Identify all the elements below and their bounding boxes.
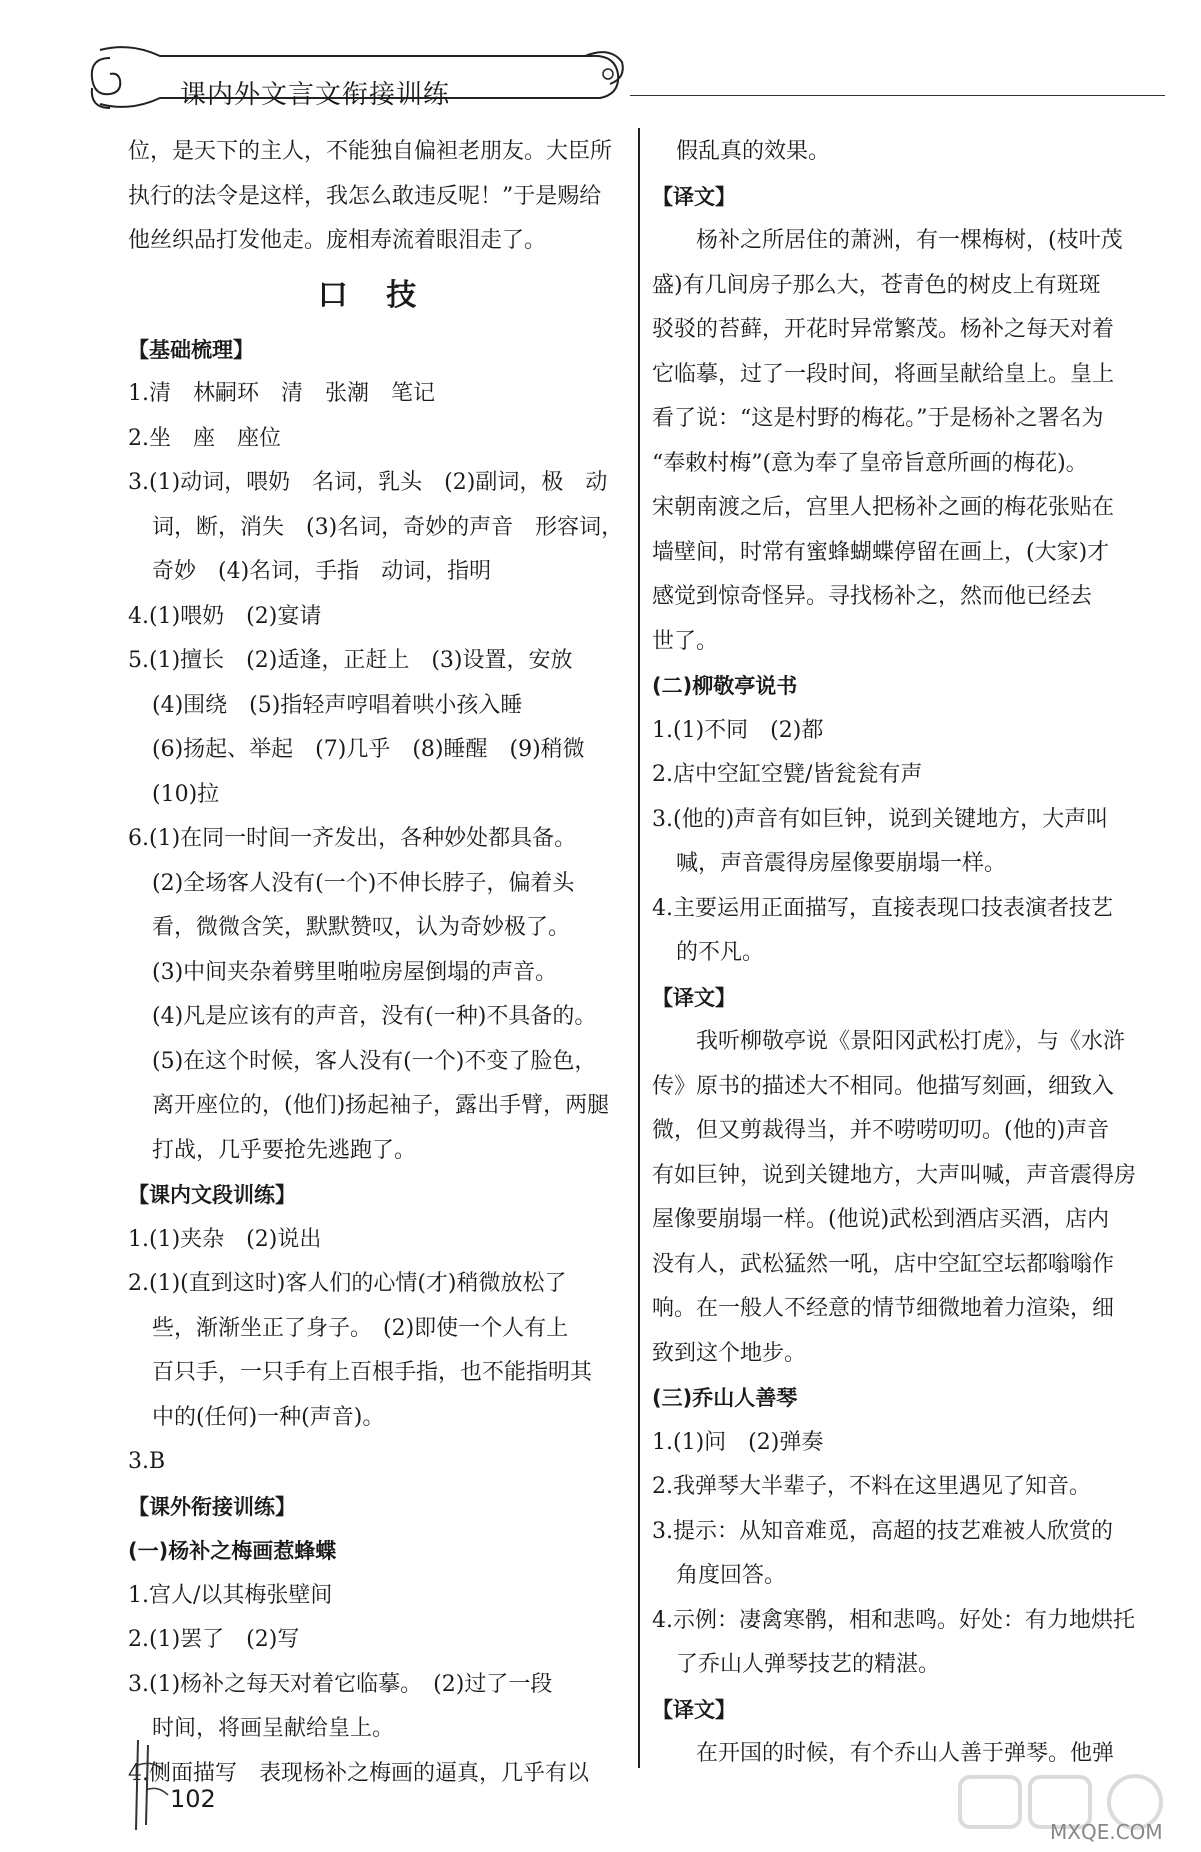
text-line: 假乱真的效果。 — [676, 139, 831, 164]
text-line: (6)扬起、举起 (7)几乎 (8)睡醒 (9)稍微 — [152, 737, 585, 762]
text-line: 4.(1)喂奶 (2)宴请 — [128, 603, 322, 629]
text-line: 词，断，消失 (3)名词，奇妙的声音 形容词， — [152, 514, 624, 540]
lesson-title: 口 技 — [317, 277, 431, 313]
text-line: (4)围绕 (5)指轻声哼唱着哄小孩入睡 — [152, 692, 523, 718]
text-line: 宋朝南渡之后，宫里人把杨补之画的梅花张贴在 — [652, 495, 1115, 520]
bamboo-decoration-icon — [118, 1735, 178, 1835]
text-line: 2.(1)(直到这时)客人们的心情(才)稍微放松了 — [128, 1271, 567, 1296]
text-line: 致到这个地步。 — [652, 1340, 807, 1366]
column-divider — [638, 128, 640, 1768]
text-line: 奇妙 (4)名词，手指 动词，指明 — [152, 559, 492, 584]
text-line: 我听柳敬亭说《景阳冈武松打虎》，与《水浒 — [696, 1029, 1126, 1054]
text-line: (5)在这个时候，客人没有(一个)不变了脸色， — [152, 1048, 597, 1074]
text-line: 响。在一般人不经意的情节细微地着力渲染，细 — [652, 1296, 1115, 1321]
text-line: 它临摹，过了一段时间，将画呈献给皇上。皇上 — [652, 361, 1115, 387]
text-line: 4.主要运用正面描写，直接表现口技表演者技艺 — [652, 895, 1113, 921]
text-line: 世了。 — [652, 628, 719, 654]
text-line: 2.(1)罢了 (2)写 — [128, 1627, 300, 1652]
text-line: 3.提示：从知音难觅，高超的技艺难被人欣赏的 — [652, 1518, 1113, 1544]
text-line: 墙壁间，时常有蜜蜂蝴蝶停留在画上，(大家)才 — [652, 539, 1110, 565]
text-line: 些，渐渐坐正了身子。 (2)即使一个人有上 — [152, 1315, 569, 1341]
text-line: 了乔山人弹琴技艺的精湛。 — [676, 1652, 941, 1677]
text-line: 3.B — [128, 1449, 166, 1474]
section-heading: (一)杨补之梅画惹蜂蝶 — [128, 1539, 337, 1563]
text-line: 在开国的时候，有个乔山人善于弹琴。他弹 — [696, 1741, 1115, 1766]
text-line: 2.坐 座 座位 — [128, 425, 281, 451]
text-line: 1.(1)不同 (2)都 — [652, 717, 824, 743]
text-line: 角度回答。 — [676, 1563, 787, 1588]
text-line: 屋像要崩塌一样。(他说)武松到酒店买酒，店内 — [652, 1207, 1110, 1232]
text-line: 打战，几乎要抢先逃跑了。 — [152, 1137, 417, 1163]
text-line: 喊，声音震得房屋像要崩塌一样。 — [676, 851, 1007, 876]
section-heading: 【译文】 — [652, 1697, 736, 1722]
text-line: 1.(1)问 (2)弹奏 — [652, 1429, 824, 1455]
section-heading: 【基础梳理】 — [128, 337, 254, 362]
text-line: 1.清 林嗣环 清 张潮 笔记 — [128, 381, 435, 406]
text-line: 2.我弹琴大半辈子，不料在这里遇见了知音。 — [652, 1474, 1091, 1499]
page-header — [70, 38, 1165, 128]
text-line: 5.(1)擅长 (2)适逢，正赶上 (3)设置，安放 — [128, 648, 573, 673]
text-line: (10)拉 — [152, 781, 220, 807]
header-title: 课内外文言文衔接训练 — [180, 80, 451, 110]
text-line: “奉敕村梅”(意为奉了皇帝旨意所画的梅花)。 — [652, 450, 1088, 476]
text-line: (3)中间夹杂着劈里啪啦房屋倒塌的声音。 — [152, 959, 558, 985]
header-rule — [630, 95, 1165, 96]
text-line: 看了说：“这是村野的梅花。”于是杨补之署名为 — [652, 406, 1104, 431]
text-line: 他丝织品打发他走。庞相寿流着眼泪走了。 — [128, 228, 547, 253]
section-heading: 【译文】 — [652, 184, 736, 209]
text-line: 有如巨钟，说到关键地方，大声叫喊，声音震得房 — [652, 1162, 1137, 1188]
text-line: 驳驳的苔藓，开花时异常繁茂。杨补之每天对着 — [652, 317, 1115, 342]
section-heading: (二)柳敬亭说书 — [652, 674, 798, 698]
text-line: 6.(1)在同一时间一齐发出，各种妙处都具备。 — [128, 826, 577, 851]
text-line: 感觉到惊奇怪异。寻找杨补之，然而他已经去 — [652, 584, 1093, 609]
text-line: 离开座位的，(他们)扬起袖子，露出手臂，两腿 — [152, 1093, 610, 1118]
text-line: 3.(他的)声音有如巨钟，说到关键地方，大声叫 — [652, 806, 1109, 832]
text-line: 3.(1)动词，喂奶 名词，乳头 (2)副词，极 动 — [128, 470, 608, 495]
text-line: 执行的法令是这样，我怎么敢违反呢！”于是赐给 — [128, 183, 602, 209]
text-line: 百只手，一只手有上百根手指，也不能指明其 — [152, 1360, 593, 1385]
text-line: 盛)有几间房子那么大，苍青色的树皮上有斑斑 — [652, 272, 1101, 298]
text-line: 2.店中空缸空甓/皆瓮瓮有声 — [652, 762, 923, 787]
section-heading: 【译文】 — [652, 985, 736, 1010]
section-heading: (三)乔山人善琴 — [652, 1386, 798, 1410]
text-line: 位，是天下的主人，不能独自偏袒老朋友。大臣所 — [128, 139, 613, 164]
text-line: 4.示例：凄禽寒鹘，相和悲鸣。好处：有力地烘托 — [652, 1607, 1135, 1633]
text-line: 杨补之所居住的萧洲，有一棵梅树，(枝叶茂 — [696, 228, 1123, 253]
page-number: 102 — [170, 1785, 216, 1813]
right-column — [652, 130, 1142, 1777]
text-line: 1.宫人/以其梅张壁间 — [128, 1582, 333, 1608]
text-line: 3.(1)杨补之每天对着它临摹。 (2)过了一段 — [128, 1671, 553, 1697]
text-line: 1.(1)夹杂 (2)说出 — [128, 1226, 322, 1252]
text-line: 时间，将画呈献给皇上。 — [152, 1716, 395, 1741]
text-line: 传》原书的描述大不相同。他描写刻画，细致入 — [652, 1073, 1115, 1099]
watermark-text: MXQE.COM — [1050, 1820, 1163, 1844]
text-line: 没有人，武松猛然一吼，店中空缸空坛都嗡嗡作 — [652, 1251, 1115, 1277]
text-line: 看，微微含笑，默默赞叹，认为奇妙极了。 — [152, 915, 571, 940]
text-line: 4.侧面描写 表现杨补之梅画的逼真，几乎有以 — [128, 1760, 589, 1786]
text-line: 中的(任何)一种(声音)。 — [152, 1404, 385, 1430]
text-line: 微，但又剪裁得当，并不唠唠叨叨。(他的)声音 — [652, 1118, 1110, 1143]
section-heading: 【课外衔接训练】 — [128, 1494, 296, 1519]
text-line: (4)凡是应该有的声音，没有(一种)不具备的。 — [152, 1004, 597, 1029]
section-heading: 【课内文段训练】 — [128, 1183, 296, 1207]
left-column — [128, 130, 624, 1796]
text-line: (2)全场客人没有(一个)不伸长脖子，偏着头 — [152, 870, 575, 896]
text-line: 的不凡。 — [676, 940, 765, 965]
